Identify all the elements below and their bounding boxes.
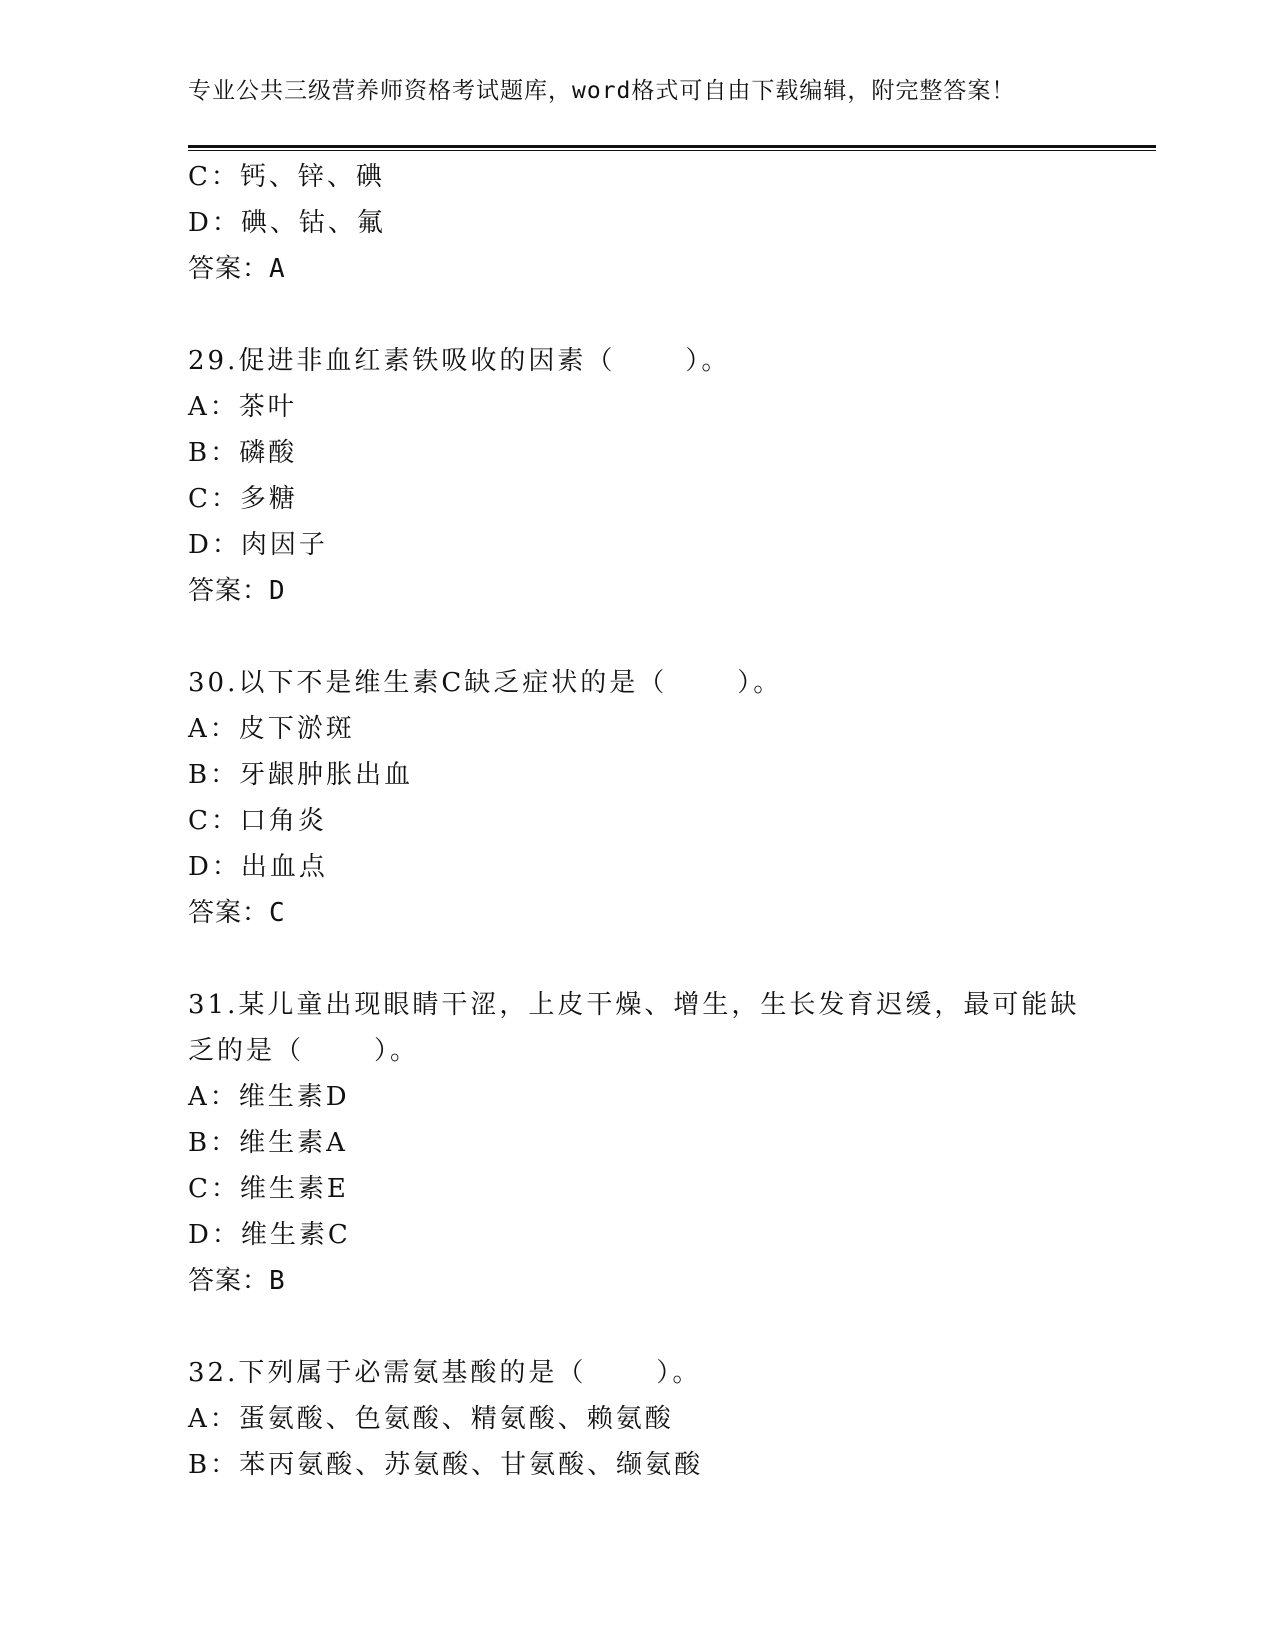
stem-text: 29.促进非血红素铁吸收的因素（ bbox=[188, 346, 616, 376]
option-a: A：皮下淤斑 bbox=[188, 714, 355, 744]
option-b: B：维生素A bbox=[188, 1128, 348, 1158]
question-stem bbox=[188, 338, 1088, 384]
question-29 bbox=[188, 338, 1088, 614]
spacer bbox=[188, 1304, 1088, 1350]
option-d: D：维生素C bbox=[188, 1220, 351, 1250]
answer-label: 答案： bbox=[188, 898, 270, 928]
answer-value: C bbox=[269, 898, 286, 928]
answer-label: 答案： bbox=[188, 1266, 270, 1296]
stem-end: ）。 bbox=[656, 1358, 702, 1388]
spacer bbox=[188, 292, 1088, 338]
stem-text: 乏的是（ bbox=[188, 1036, 305, 1066]
option-c: C：多糖 bbox=[188, 484, 298, 514]
option-a: A：维生素D bbox=[188, 1082, 350, 1112]
question-30 bbox=[188, 660, 1088, 936]
answer-label: 答案： bbox=[188, 576, 270, 606]
option-d: D：肉因子 bbox=[188, 530, 328, 560]
question-stem bbox=[188, 1350, 1088, 1396]
page-header: 专业公共三级营养师资格考试题库，word格式可自由下载编辑，附完整答案！ bbox=[188, 78, 1016, 104]
stem-end: ）。 bbox=[374, 1036, 420, 1066]
option-d: D：出血点 bbox=[188, 852, 328, 882]
option-a: A：蛋氨酸、色氨酸、精氨酸、赖氨酸 bbox=[188, 1404, 674, 1434]
option-b: B：牙龈肿胀出血 bbox=[188, 760, 414, 790]
answer-value: A bbox=[269, 254, 286, 284]
answer-line bbox=[188, 890, 1088, 936]
option-d: D：碘、钴、氟 bbox=[188, 208, 386, 238]
spacer bbox=[188, 936, 1088, 982]
option-c: C：维生素E bbox=[188, 1174, 349, 1204]
answer-label: 答案： bbox=[188, 254, 270, 284]
question-stem bbox=[188, 660, 1088, 706]
option-b: B：苯丙氨酸、苏氨酸、甘氨酸、缬氨酸 bbox=[188, 1450, 704, 1480]
stem-text: 30.以下不是维生素C缺乏症状的是（ bbox=[188, 668, 668, 698]
answer-value: D bbox=[269, 576, 286, 606]
option-c: C：钙、锌、碘 bbox=[188, 162, 385, 192]
answer-line bbox=[188, 568, 1088, 614]
stem-end: ）。 bbox=[737, 668, 783, 698]
question-32 bbox=[188, 1350, 1088, 1488]
header-divider bbox=[188, 145, 1156, 151]
previous-question-block bbox=[188, 154, 1088, 292]
answer-line bbox=[188, 1258, 1088, 1304]
question-content bbox=[188, 154, 1088, 1488]
question-stem-line-2 bbox=[188, 1028, 1088, 1074]
question-31 bbox=[188, 982, 1088, 1304]
spacer bbox=[188, 614, 1088, 660]
answer-value: B bbox=[269, 1266, 286, 1296]
option-c: C：口角炎 bbox=[188, 806, 327, 836]
option-b: B：磷酸 bbox=[188, 438, 298, 468]
option-a: A：茶叶 bbox=[188, 392, 297, 422]
stem-end: ）。 bbox=[685, 346, 731, 376]
question-stem-line-1: 31.某儿童出现眼睛干涩，上皮干燥、增生，生长发育迟缓，最可能缺 bbox=[188, 990, 1080, 1020]
stem-text: 32.下列属于必需氨基酸的是（ bbox=[188, 1358, 587, 1388]
answer-line bbox=[188, 246, 1088, 292]
